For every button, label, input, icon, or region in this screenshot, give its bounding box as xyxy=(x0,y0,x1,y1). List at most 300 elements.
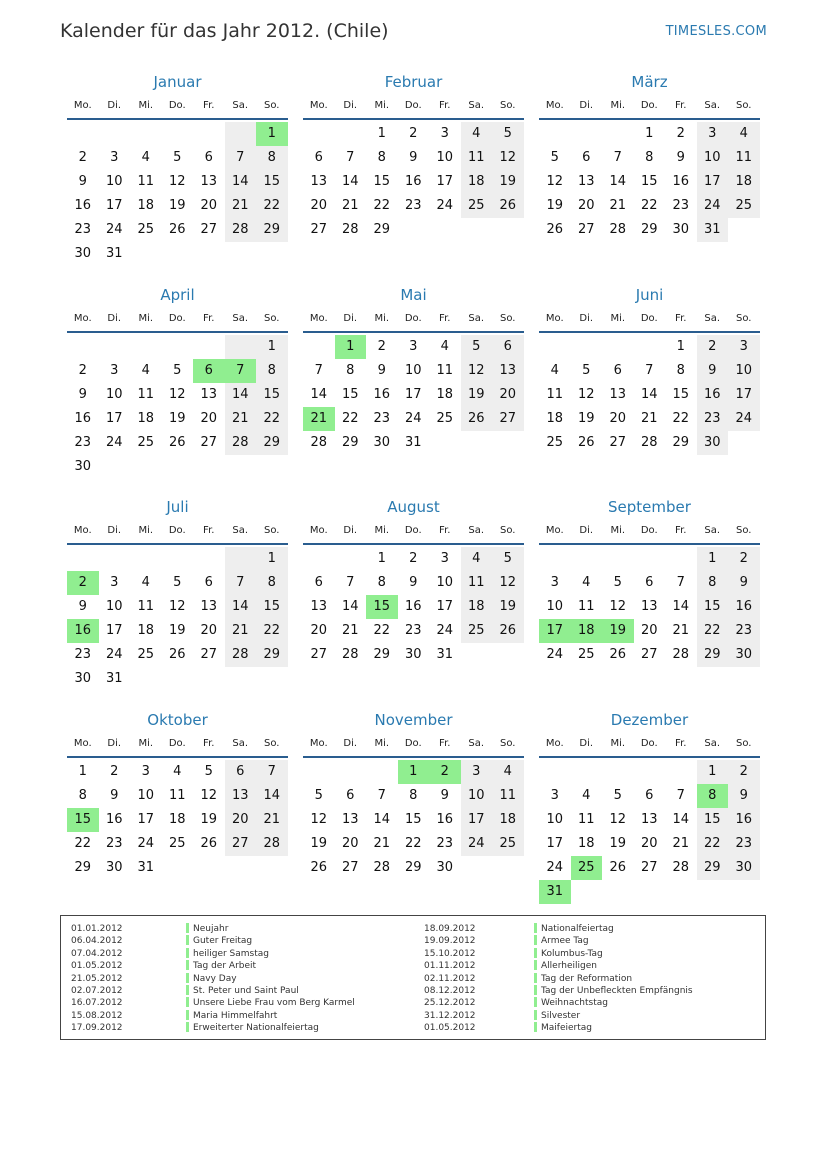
day-cell: 19 xyxy=(546,198,564,213)
day-cell: 24 xyxy=(461,832,493,856)
day-grid xyxy=(67,547,288,691)
day-cell: 26 xyxy=(546,222,564,237)
weekday-label: Mi. xyxy=(374,313,390,324)
legend-holiday-name: Maifeiertag xyxy=(541,1023,592,1034)
weekday-label: Mi. xyxy=(138,738,154,749)
day-cell: 20 xyxy=(225,808,257,832)
day-cell: 13 xyxy=(640,599,658,614)
weekday-label: Mo. xyxy=(545,738,564,749)
month-3 xyxy=(539,72,760,242)
day-cell: 16 xyxy=(728,808,760,832)
month-name: Dezember xyxy=(610,711,689,729)
day-cell: 20 xyxy=(640,623,658,638)
weekday-label: Fr. xyxy=(675,738,687,749)
day-cell: 5 xyxy=(492,122,524,146)
legend-left-names xyxy=(193,923,355,1035)
day-cell: 15 xyxy=(341,387,359,402)
weekday-label: Mo. xyxy=(545,525,564,536)
day-cell: 28 xyxy=(672,860,690,875)
day-cell: 30 xyxy=(74,671,92,686)
day-cell: 26 xyxy=(200,836,218,851)
day-grid xyxy=(539,122,760,242)
day-cell: 8 xyxy=(256,359,288,383)
empty-cell xyxy=(335,760,367,784)
day-cell: 25 xyxy=(137,647,155,662)
day-cell: 17 xyxy=(137,812,155,827)
day-cell: 17 xyxy=(436,174,454,189)
month-name: Oktober xyxy=(147,711,208,729)
weekday-label: Fr. xyxy=(203,738,215,749)
day-cell: 22 xyxy=(341,411,359,426)
holiday-day: 16 xyxy=(67,619,99,643)
day-cell: 30 xyxy=(74,459,92,474)
day-cell: 17 xyxy=(105,198,123,213)
day-cell: 25 xyxy=(577,647,595,662)
day-cell: 9 xyxy=(78,387,87,402)
empty-cell xyxy=(162,122,194,146)
day-cell: 15 xyxy=(256,595,288,619)
weekday-header xyxy=(539,523,760,545)
day-cell: 11 xyxy=(137,599,155,614)
day-cell: 30 xyxy=(373,435,391,450)
weekday-label: Di. xyxy=(107,525,122,536)
day-cell: 9 xyxy=(78,174,87,189)
day-cell: 16 xyxy=(728,595,760,619)
empty-cell xyxy=(602,335,634,359)
day-cell: 24 xyxy=(697,194,729,218)
day-cell: 8 xyxy=(256,571,288,595)
day-cell: 30 xyxy=(728,856,760,880)
weekday-label: So. xyxy=(264,525,280,536)
day-cell: 13 xyxy=(200,387,218,402)
month-4 xyxy=(67,285,288,479)
month-name: Mai xyxy=(400,286,427,304)
day-cell: 3 xyxy=(728,335,760,359)
day-cell: 7 xyxy=(346,575,355,590)
legend-marker xyxy=(186,997,189,1007)
day-cell: 14 xyxy=(672,812,690,827)
holiday-day: 2 xyxy=(429,760,461,784)
day-cell: 10 xyxy=(137,788,155,803)
day-cell: 2 xyxy=(697,335,729,359)
legend-marker xyxy=(186,1010,189,1020)
day-cell: 29 xyxy=(341,435,359,450)
day-cell: 20 xyxy=(492,383,524,407)
day-cell: 22 xyxy=(697,619,729,643)
day-cell: 29 xyxy=(256,218,288,242)
weekday-header xyxy=(303,523,524,545)
day-cell: 3 xyxy=(440,126,449,141)
weekday-label: Mi. xyxy=(610,525,626,536)
legend-marker xyxy=(534,935,537,945)
legend-date: 02.07.2012 xyxy=(71,985,123,996)
legend-right-dates xyxy=(424,923,476,1035)
day-cell: 29 xyxy=(697,643,729,667)
day-cell: 23 xyxy=(672,198,690,213)
day-cell: 13 xyxy=(225,784,257,808)
weekday-label: Di. xyxy=(579,525,594,536)
month-7 xyxy=(67,497,288,691)
weekday-label: So. xyxy=(500,100,516,111)
weekday-label: Fr. xyxy=(439,738,451,749)
day-cell: 7 xyxy=(225,146,257,170)
day-cell: 11 xyxy=(492,784,524,808)
day-cell: 1 xyxy=(697,547,729,571)
day-cell: 14 xyxy=(310,387,328,402)
brand-link[interactable]: TIMESLES.COM xyxy=(665,24,767,39)
day-cell: 12 xyxy=(168,174,186,189)
day-cell: 13 xyxy=(310,174,328,189)
weekday-header xyxy=(303,736,524,758)
day-cell: 15 xyxy=(640,174,658,189)
day-cell: 19 xyxy=(609,836,627,851)
holiday-day: 8 xyxy=(697,784,729,808)
day-grid xyxy=(539,547,760,667)
day-cell: 12 xyxy=(168,387,186,402)
day-cell: 28 xyxy=(225,218,257,242)
day-cell: 23 xyxy=(728,619,760,643)
day-cell: 29 xyxy=(74,860,92,875)
legend-holiday-name: Erweiterter Nationalfeiertag xyxy=(193,1023,319,1034)
day-cell: 27 xyxy=(492,407,524,431)
day-cell: 31 xyxy=(436,647,454,662)
weekday-label: Sa. xyxy=(704,525,721,536)
legend-holiday-name: Navy Day xyxy=(193,973,237,984)
weekday-label: Mo. xyxy=(309,100,328,111)
legend-holiday-name: Armee Tag xyxy=(541,936,589,947)
day-cell: 21 xyxy=(373,836,391,851)
weekday-label: Fr. xyxy=(675,525,687,536)
legend-marker xyxy=(186,948,189,958)
day-cell: 4 xyxy=(550,363,559,378)
day-cell: 19 xyxy=(200,812,218,827)
day-cell: 31 xyxy=(105,246,123,261)
day-cell: 2 xyxy=(110,764,119,779)
day-cell: 18 xyxy=(728,170,760,194)
month-6 xyxy=(539,285,760,455)
empty-cell xyxy=(602,122,634,146)
day-cell: 16 xyxy=(74,411,92,426)
day-cell: 15 xyxy=(256,170,288,194)
day-cell: 16 xyxy=(404,599,422,614)
day-cell: 2 xyxy=(409,126,418,141)
weekday-label: Mi. xyxy=(374,100,390,111)
day-cell: 6 xyxy=(204,150,213,165)
day-cell: 14 xyxy=(225,170,257,194)
weekday-label: So. xyxy=(500,313,516,324)
legend-holiday-name: Tag der Arbeit xyxy=(193,961,257,972)
day-cell: 25 xyxy=(137,222,155,237)
day-cell: 7 xyxy=(645,363,654,378)
day-cell: 8 xyxy=(645,150,654,165)
weekday-label: Di. xyxy=(343,738,358,749)
day-cell: 4 xyxy=(461,122,493,146)
weekday-label: Do. xyxy=(404,525,422,536)
month-12 xyxy=(539,710,760,904)
day-cell: 31 xyxy=(404,435,422,450)
day-cell: 6 xyxy=(314,150,323,165)
empty-cell xyxy=(539,335,571,359)
empty-cell xyxy=(335,547,367,571)
empty-cell xyxy=(634,547,666,571)
day-cell: 17 xyxy=(436,599,454,614)
month-name: September xyxy=(608,498,691,516)
weekday-label: So. xyxy=(736,313,752,324)
weekday-label: Do. xyxy=(168,525,186,536)
day-cell: 22 xyxy=(256,194,288,218)
day-cell: 21 xyxy=(672,836,690,851)
empty-cell xyxy=(571,547,603,571)
day-cell: 8 xyxy=(697,571,729,595)
empty-cell xyxy=(67,335,99,359)
day-cell: 28 xyxy=(341,222,359,237)
day-cell: 6 xyxy=(613,363,622,378)
day-cell: 7 xyxy=(346,150,355,165)
day-cell: 15 xyxy=(373,174,391,189)
day-cell: 9 xyxy=(728,784,760,808)
day-cell: 23 xyxy=(404,198,422,213)
day-cell: 28 xyxy=(225,643,257,667)
day-cell: 18 xyxy=(577,836,595,851)
weekday-header xyxy=(539,98,760,120)
legend-marker xyxy=(534,948,537,958)
day-cell: 15 xyxy=(404,812,422,827)
weekday-label: Mi. xyxy=(138,313,154,324)
empty-cell xyxy=(67,122,99,146)
empty-cell xyxy=(665,760,697,784)
weekday-label: Sa. xyxy=(232,738,249,749)
day-cell: 19 xyxy=(492,595,524,619)
empty-cell xyxy=(335,122,367,146)
day-cell: 28 xyxy=(373,860,391,875)
day-cell: 22 xyxy=(672,411,690,426)
empty-cell xyxy=(602,760,634,784)
weekday-header xyxy=(539,736,760,758)
legend-holiday-name: Weihnachtstag xyxy=(541,998,608,1009)
day-cell: 29 xyxy=(697,856,729,880)
day-cell: 30 xyxy=(436,860,454,875)
holiday-day: 31 xyxy=(539,880,571,904)
day-cell: 26 xyxy=(168,647,186,662)
day-cell: 19 xyxy=(461,383,493,407)
weekday-label: Do. xyxy=(404,738,422,749)
day-grid xyxy=(67,122,288,266)
day-cell: 12 xyxy=(609,812,627,827)
day-grid xyxy=(303,122,524,242)
day-cell: 13 xyxy=(492,359,524,383)
day-cell: 11 xyxy=(728,146,760,170)
day-cell: 28 xyxy=(341,647,359,662)
legend-holiday-name: Unsere Liebe Frau vom Berg Karmel xyxy=(193,998,355,1009)
day-cell: 2 xyxy=(78,150,87,165)
day-cell: 25 xyxy=(461,194,493,218)
day-cell: 27 xyxy=(640,860,658,875)
legend-holiday-name: Allerheiligen xyxy=(541,961,597,972)
day-cell: 5 xyxy=(204,764,213,779)
weekday-label: Do. xyxy=(640,738,658,749)
day-cell: 12 xyxy=(168,599,186,614)
legend-date: 08.12.2012 xyxy=(424,985,476,996)
day-cell: 22 xyxy=(74,836,92,851)
holiday-day: 19 xyxy=(602,619,634,643)
weekday-label: So. xyxy=(264,313,280,324)
day-cell: 15 xyxy=(672,387,690,402)
empty-cell xyxy=(303,760,335,784)
day-cell: 3 xyxy=(550,575,559,590)
day-cell: 10 xyxy=(546,599,564,614)
day-cell: 12 xyxy=(200,788,218,803)
day-cell: 13 xyxy=(200,174,218,189)
day-cell: 14 xyxy=(341,599,359,614)
day-cell: 31 xyxy=(137,860,155,875)
weekday-label: Di. xyxy=(107,100,122,111)
day-cell: 25 xyxy=(728,194,760,218)
legend-marker xyxy=(186,923,189,933)
day-cell: 9 xyxy=(110,788,119,803)
day-cell: 6 xyxy=(645,575,654,590)
holiday-day: 6 xyxy=(193,359,225,383)
day-cell: 14 xyxy=(640,387,658,402)
day-cell: 1 xyxy=(676,339,685,354)
empty-cell xyxy=(67,547,99,571)
day-cell: 18 xyxy=(461,170,493,194)
day-cell: 4 xyxy=(141,363,150,378)
day-cell: 16 xyxy=(373,387,391,402)
day-cell: 11 xyxy=(436,363,454,378)
day-cell: 9 xyxy=(697,359,729,383)
legend-marker xyxy=(186,960,189,970)
day-cell: 23 xyxy=(373,411,391,426)
day-cell: 29 xyxy=(672,435,690,450)
day-cell: 25 xyxy=(168,836,186,851)
day-cell: 12 xyxy=(492,571,524,595)
day-cell: 6 xyxy=(204,575,213,590)
legend-marker xyxy=(186,1022,189,1032)
legend-holiday-name: St. Peter und Saint Paul xyxy=(193,985,299,996)
empty-cell xyxy=(665,547,697,571)
holiday-day: 7 xyxy=(225,359,257,383)
legend-marker xyxy=(534,973,537,983)
day-cell: 26 xyxy=(577,435,595,450)
weekday-label: Mo. xyxy=(73,313,92,324)
day-cell: 15 xyxy=(697,808,729,832)
legend-date: 31.12.2012 xyxy=(424,1010,476,1021)
day-cell: 4 xyxy=(173,764,182,779)
weekday-header xyxy=(539,311,760,333)
day-cell: 19 xyxy=(168,198,186,213)
day-cell: 29 xyxy=(256,643,288,667)
day-cell: 14 xyxy=(225,595,257,619)
day-grid xyxy=(303,760,524,880)
holiday-day: 18 xyxy=(571,619,603,643)
day-cell: 23 xyxy=(404,623,422,638)
empty-cell xyxy=(539,122,571,146)
day-cell: 2 xyxy=(676,126,685,141)
holiday-day: 2 xyxy=(67,571,99,595)
month-name: Juli xyxy=(166,498,189,516)
legend-date: 15.08.2012 xyxy=(71,1010,123,1021)
day-cell: 20 xyxy=(200,623,218,638)
day-cell: 3 xyxy=(697,122,729,146)
day-cell: 26 xyxy=(461,407,493,431)
legend-marker xyxy=(534,1010,537,1020)
day-cell: 8 xyxy=(346,363,355,378)
day-cell: 28 xyxy=(256,832,288,856)
weekday-label: Do. xyxy=(640,525,658,536)
empty-cell xyxy=(539,547,571,571)
empty-cell xyxy=(99,122,131,146)
legend-marker xyxy=(534,997,537,1007)
month-name: Januar xyxy=(153,73,202,91)
legend-right-markers xyxy=(534,923,537,1035)
day-cell: 28 xyxy=(640,435,658,450)
weekday-label: Mo. xyxy=(73,525,92,536)
day-cell: 19 xyxy=(168,623,186,638)
day-cell: 2 xyxy=(728,547,760,571)
day-cell: 3 xyxy=(550,788,559,803)
day-cell: 22 xyxy=(640,198,658,213)
day-cell: 31 xyxy=(105,671,123,686)
day-cell: 20 xyxy=(200,198,218,213)
day-cell: 12 xyxy=(546,174,564,189)
day-cell: 23 xyxy=(105,836,123,851)
day-cell: 26 xyxy=(492,619,524,643)
day-cell: 21 xyxy=(225,407,257,431)
day-cell: 17 xyxy=(105,623,123,638)
day-cell: 25 xyxy=(546,435,564,450)
empty-cell xyxy=(634,335,666,359)
day-cell: 24 xyxy=(105,647,123,662)
day-grid xyxy=(539,335,760,455)
day-cell: 21 xyxy=(640,411,658,426)
empty-cell xyxy=(634,760,666,784)
empty-cell xyxy=(303,335,335,359)
weekday-label: Do. xyxy=(168,313,186,324)
month-name: November xyxy=(374,711,453,729)
day-cell: 29 xyxy=(404,860,422,875)
day-cell: 18 xyxy=(492,808,524,832)
weekday-label: Di. xyxy=(107,738,122,749)
day-cell: 10 xyxy=(105,599,123,614)
day-cell: 5 xyxy=(461,335,493,359)
weekday-header xyxy=(303,98,524,120)
weekday-label: Do. xyxy=(404,313,422,324)
holiday-day: 21 xyxy=(303,407,335,431)
empty-cell xyxy=(130,547,162,571)
month-name: März xyxy=(631,73,668,91)
legend-holiday-name: Tag der Reformation xyxy=(541,973,633,984)
weekday-header xyxy=(67,98,288,120)
day-cell: 1 xyxy=(377,126,386,141)
empty-cell xyxy=(225,122,257,146)
month-2 xyxy=(303,72,524,242)
legend-marker xyxy=(534,985,537,995)
day-cell: 16 xyxy=(74,198,92,213)
month-name: August xyxy=(387,498,440,516)
day-cell: 29 xyxy=(373,647,391,662)
day-cell: 10 xyxy=(728,359,760,383)
weekday-header xyxy=(303,311,524,333)
empty-cell xyxy=(99,547,131,571)
legend-date: 02.11.2012 xyxy=(424,973,476,984)
legend-left-dates xyxy=(71,923,123,1035)
day-cell: 14 xyxy=(672,599,690,614)
day-cell: 11 xyxy=(137,174,155,189)
day-cell: 11 xyxy=(577,599,595,614)
day-cell: 4 xyxy=(141,575,150,590)
weekday-label: Di. xyxy=(107,313,122,324)
legend-holiday-name: Tag der Unbefleckten Empfängnis xyxy=(541,985,693,996)
